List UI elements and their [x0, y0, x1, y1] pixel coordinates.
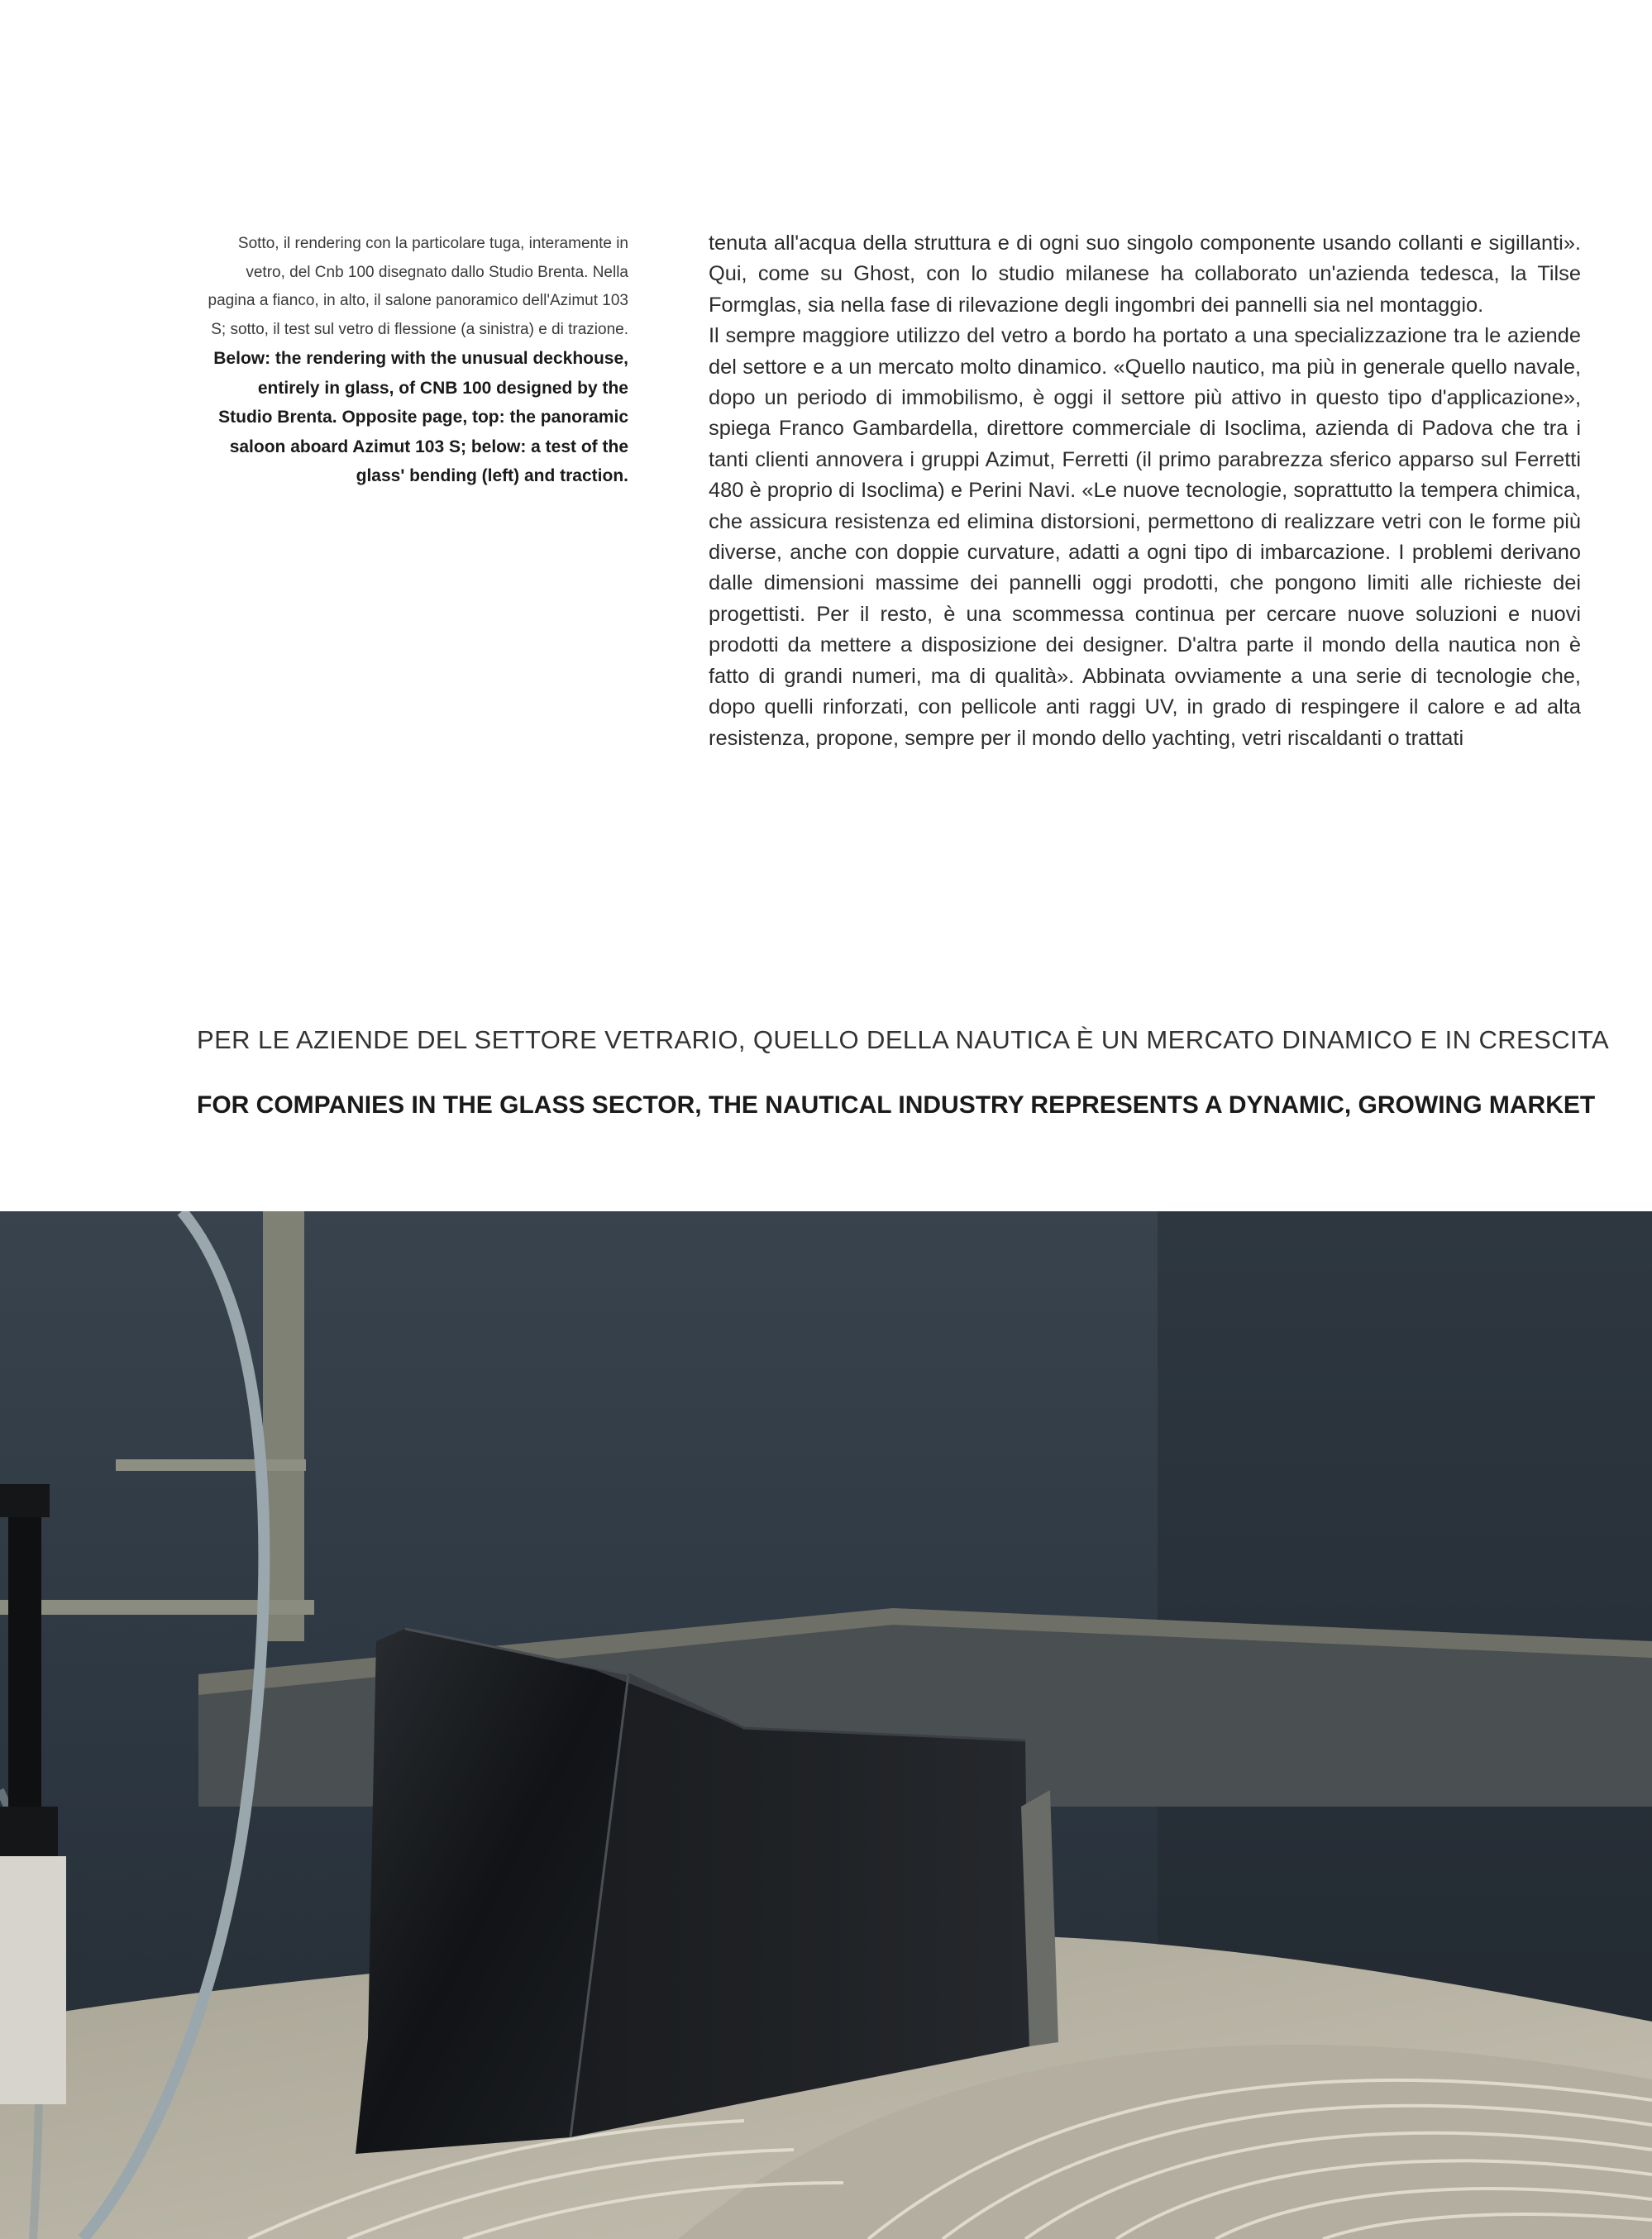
- caption-english: Below: the rendering with the unusual deckhouse, entirely in glass, of CNB 100 designed by the Studio Brenta. Opposite page, top: the panoramic saloon aboard Azimut 103 S; below: a test of the glass' bending (left) and traction.: [213, 349, 628, 485]
- caption-italian: Sotto, il rendering con la particolare tuga, interamente in vetro, del Cnb 100 disegnato dallo Studio Brenta. Nella pagina a fianco, in alto, il salone panoramico dell'Azimut 103 S; sotto, il test sul vetro di flessione (a sinistra) e di trazione.: [208, 235, 628, 338]
- article-paragraph: tenuta all'acqua della struttura e di ogni suo singolo componente usando collanti e sigillanti». Qui, come su Ghost, con lo studio milanese ha collaborato un'azienda tedesca, la Tilse Formglas, sia nella fase di rilevazione degli ingombri dei pannelli sia nel montaggio.: [709, 232, 1581, 317]
- article-paragraph: Il sempre maggiore utilizzo del vetro a bordo ha portato a una specializzazione tra le aziende del settore e a un mercato molto dinamico. «Quello nautico, ma più in generale quello navale, dopo un periodo di immobilismo, è oggi il settore più attivo in questo tipo d'applicazione», spiega Franco Gambardella, direttore commerciale di Isoclima, azienda di Padova che tra i tanti clienti annovera i gruppi Azimut, Ferretti (il primo parabrezza sferico apparso sul Ferretti 480 è proprio di Isoclima) e Perini Navi. «Le nuove tecnologie, soprattutto la tempera chimica, che assicura resistenza ed elimina distorsioni, permettono di realizzare vetri con le forme più diverse, anche con doppie curvature, adatti a ogni tipo di imbarcazione. I problemi derivano dalle dimensioni massime dei pannelli oggi prodotti, che pongono limiti alle richieste dei progettisti. Per il resto, è una scommessa continua per cercare nuove soluzioni e nuovi prodotti da mettere a disposizione dei designer. D'altra parte il mondo della nautica non è fatto di grandi numeri, ma di qualità». Abbinata ovviamente a una serie di tecnologie che, dopo quelli rinforzati, con pellicole anti raggi UV, in grado di respingere il calore e ad alta resistenza, propone, sempre per il mondo dello yachting, vetri riscaldanti o trattati: [709, 324, 1581, 750]
- pullquote-italian: PER LE AZIENDE DEL SETTORE VETRARIO, QUELLO DELLA NAUTICA È UN MERCATO DINAMICO E IN CRESCITA: [197, 1025, 1610, 1054]
- photo-caption: [207, 230, 628, 490]
- deckhouse-rendering-photo: [0, 1211, 1652, 2239]
- pullquote-english: FOR COMPANIES IN THE GLASS SECTOR, THE NAUTICAL INDUSTRY REPRESENTS A DYNAMIC, GROWING MARKET: [197, 1091, 1596, 1119]
- article-body: [709, 228, 1581, 754]
